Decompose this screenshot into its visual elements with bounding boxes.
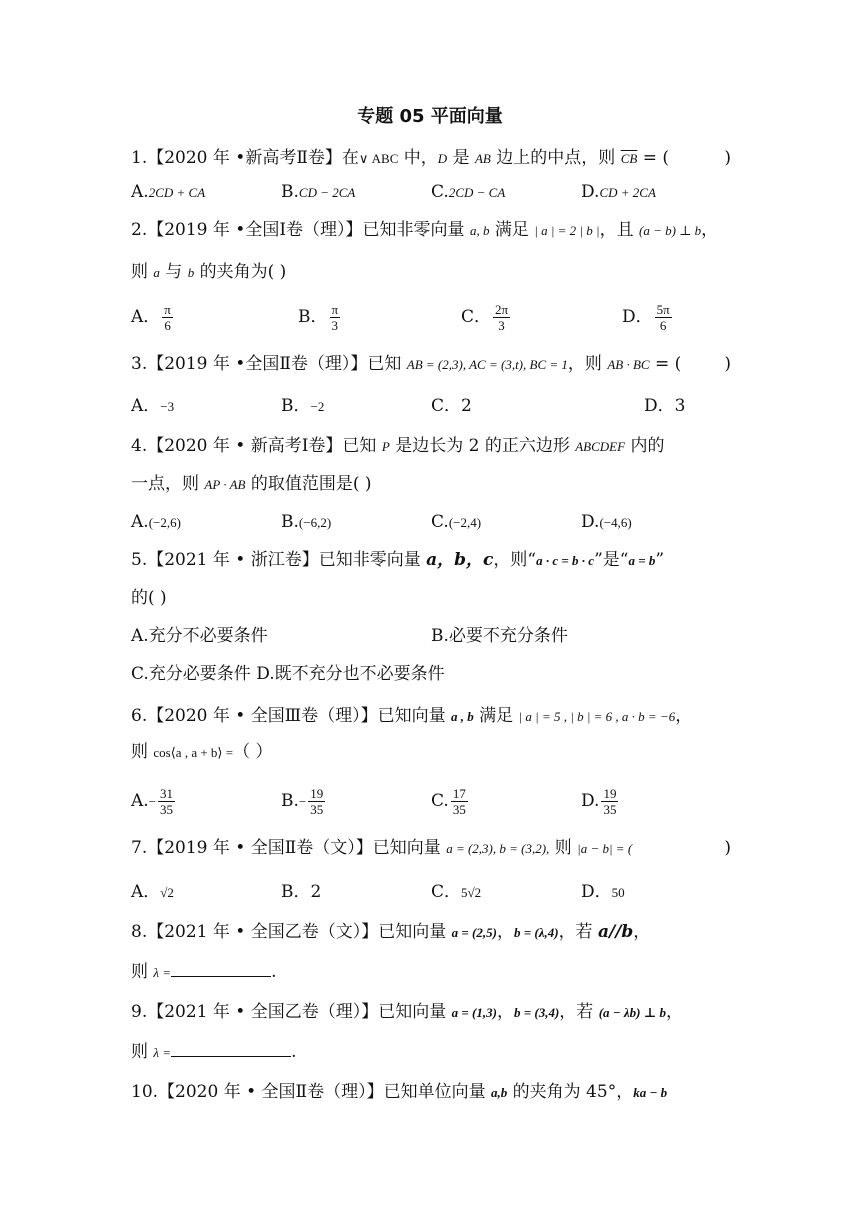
option-label: D． [622,307,653,327]
q1-text: = ( [637,148,669,168]
q1-vector-cb: $\overline{CB}$ [620,151,638,166]
option-value: CD + 2CA [599,185,656,200]
q8-text: . [271,962,277,982]
q5-option-a: A.充分不必要条件 [131,626,268,646]
question-9-stem [131,1000,683,1025]
denominator: 3 [331,318,339,333]
option-label: A． [131,882,161,902]
option-label: B． [281,396,311,416]
option-label: A. [131,512,149,532]
numerator: 17 [452,786,466,801]
fraction [308,786,325,817]
fraction [158,786,175,817]
q3-option-b [281,394,324,419]
option-sign: − [298,794,307,809]
q7-option-c [431,880,481,905]
option-value: −2 [310,399,325,414]
q4-expression: AP · AB [204,477,246,492]
q9-vector-b: b = (3,4) [513,1005,560,1020]
option-label: C． [461,307,492,327]
question-7-stem [131,836,731,861]
option-label: B． [281,882,311,902]
question-6-stem [131,704,692,729]
question-5-stem [131,548,664,573]
q5-options-c-d: C.充分必要条件 D.既不充分也不必要条件 [131,664,445,684]
q4-text: 4.【2020 年 • 新高考Ⅰ卷】已知 [131,436,382,456]
q5-text: 5.【2021 年 • 浙江卷】已知非零向量 [131,550,427,570]
option-label: A． [131,307,161,327]
q9-condition: (a − λb) ⊥ b [598,1005,666,1020]
q6-text: 6.【2020 年 • 全国Ⅲ卷（理）】已知向量 [131,706,452,726]
denominator: 35 [452,802,466,817]
numerator: 2π [495,302,509,317]
q9-text: 9.【2021 年 • 全国乙卷（理）】已知向量 [131,1002,452,1022]
q8-text: ， [496,922,514,942]
numerator: π [331,302,339,317]
q5-condition-1: a · c = b · c [536,553,595,568]
q2-vector-b: b [187,265,195,280]
numerator: 31 [160,786,174,801]
q7-option-b [281,880,321,904]
q3-expression: AB · BC [607,357,650,372]
q7-close-paren: ) [724,838,731,858]
option-label: D． [581,882,612,902]
question-8-stem-line-2 [131,960,276,985]
fraction [330,302,341,333]
q10-vectors: a,b [491,1085,508,1100]
q2-text: 的夹角为( ) [194,262,287,282]
q6-option-b [281,786,327,817]
question-6-stem-line-2 [131,740,273,765]
option-value: 3 [674,396,686,416]
q3-option-d [644,394,685,418]
q8-condition: a//b [597,922,634,942]
option-value: √2 [160,885,174,900]
fraction [451,786,468,817]
q8-vector-b: b = (λ,4) [513,925,559,940]
q6-option-c [431,786,470,817]
q2-text: 满足 [489,220,535,240]
q6-text: ， [675,706,693,726]
q6-option-d [581,786,620,817]
q9-lambda: λ = [153,1045,172,1060]
question-1-stem [131,146,731,171]
q5-text: ” [655,550,665,570]
option-label: A. [131,791,149,811]
q10-expression: ka − b [633,1085,668,1100]
option-value: −3 [160,399,175,414]
q2-text: 2.【2019 年 •全国Ⅰ卷（理）】已知非零向量 [131,220,470,240]
q8-lambda: λ = [153,965,172,980]
numerator: 19 [310,786,324,801]
option-label: A． [131,396,161,416]
q10-text: 的夹角为 45°， [507,1082,634,1102]
option-value: 2 [310,882,322,902]
option-value: 5√2 [461,885,482,900]
denominator: 6 [164,318,171,333]
q5-vectors: a，b，c [426,550,494,570]
q4-option-c [431,510,481,535]
q10-text: 10.【2020 年 • 全国Ⅱ卷（理）】已知单位向量 [131,1082,491,1102]
q9-text: ， [496,1002,514,1022]
q4-text: 是边长为 2 的正六边形 [389,436,576,456]
q7-condition: a = (2,3), b = (3,2), [446,841,550,856]
q6-condition: | a | = 5 , | b | = 6 , a · b = −6 [518,709,676,724]
numerator: π [164,302,171,317]
q9-text: . [291,1042,297,1062]
fraction [655,302,672,333]
q8-text: 则 [131,962,154,982]
question-2-stem-line-2 [131,260,286,285]
q4-text: 内的 [625,436,665,456]
q7-text: 7.【2019 年 • 全国Ⅱ卷（文）】已知向量 [131,838,447,858]
q1-text: 边上的中点，则 [490,148,621,168]
q3-text: = ( [649,354,682,374]
option-label: D. [581,182,600,202]
option-label: C. [431,182,449,202]
option-label: B. [281,512,299,532]
q6-text: （ ） [233,742,273,762]
option-label: A. [131,182,149,202]
q6-text: 满足 [473,706,519,726]
q2-condition-1: | a | = 2 | b | [534,223,600,238]
q7-option-d [581,880,625,905]
question-10-stem [131,1080,667,1105]
question-4-stem-line-2 [131,472,372,497]
option-value: (−2,6) [148,515,181,530]
option-label: C． [431,396,462,416]
question-5-stem-line-2: 的( ) [131,588,167,608]
q5-text: ”是“ [594,550,629,570]
q8-text: 8.【2021 年 • 全国乙卷（文）】已知向量 [131,922,452,942]
q9-text: ， [666,1002,683,1022]
q4-text: 一点，则 [131,474,205,494]
denominator: 35 [603,802,617,817]
option-value: (−6,2) [298,515,332,530]
question-4-stem [131,434,664,459]
q1-text: 1.【2020 年 •新高考Ⅱ卷】在 [131,148,359,168]
option-label: B. [281,182,299,202]
q5-option-b: B.必要不充分条件 [431,626,568,646]
q2-vectors: a, b [469,223,490,238]
q2-option-b [298,302,342,333]
q9-answer-blank[interactable] [171,1056,291,1057]
q2-option-d [622,302,674,333]
option-value: 2 [461,396,472,416]
q1-triangle: ∨ ABC [358,151,399,166]
q9-vector-a: a = (1,3) [451,1005,497,1020]
q3-option-a [131,394,174,419]
option-label: C． [431,882,462,902]
q4-option-a [131,510,181,535]
question-2-stem [131,218,718,243]
option-label: C. [431,512,449,532]
q6-vectors: a , b [451,709,474,724]
q2-option-c [461,302,512,333]
option-label: C. [431,791,449,811]
q3-close-paren: ) [724,354,731,374]
denominator: 35 [310,802,324,817]
q7-text: 则 [549,838,578,858]
denominator: 6 [659,318,667,333]
q1-option-b [281,180,355,205]
option-label: D. [581,512,600,532]
option-sign: − [148,794,157,809]
option-label: D． [644,396,675,416]
q9-text: 则 [131,1042,154,1062]
option-value: 2CD + CA [148,185,206,200]
numerator: 5π [656,302,670,317]
q6-option-a [131,786,177,817]
option-value: 2CD − CA [448,185,506,200]
q3-condition: AB = (2,3), AC = (3,t), BC = 1 [406,357,568,372]
question-3-stem [131,352,731,377]
q2-text: 与 [159,262,188,282]
q2-option-a [131,302,175,333]
q6-text: 则 [131,742,154,762]
q2-text: ，且 [599,220,639,240]
q1-option-c [431,180,505,205]
q8-vector-a: a = (2,5) [451,925,497,940]
q1-point-d: D [437,151,448,166]
q2-vector-a: a [153,265,160,280]
q1-close-paren: ) [724,148,731,168]
denominator: 3 [498,318,505,333]
page-title: 专题 05 平面向量 [357,106,503,127]
q4-hexagon: ABCDEF [575,439,626,454]
q5-condition-2: a = b [628,553,656,568]
q5-text: ，则“ [493,550,537,570]
q3-text: 3.【2019 年 •全国Ⅱ卷（理）】已知 [131,354,407,374]
q2-text: ， [701,220,719,240]
q3-text: ，则 [567,354,608,374]
option-value: (−2,4) [448,515,482,530]
option-label: D. [581,791,600,811]
q2-text: 则 [131,262,154,282]
q1-segment-ab: AB [474,151,491,166]
fraction [493,302,510,333]
q4-option-d [581,510,632,535]
q9-text: ，若 [559,1002,599,1022]
option-value: (−4,6) [599,515,632,530]
numerator: 19 [603,786,617,801]
q8-text: ，若 [558,922,598,942]
question-9-stem-line-2 [131,1040,296,1065]
fraction [162,302,173,333]
q4-point-p: P [381,439,390,454]
q1-text: 是 [447,148,475,168]
option-label: B． [298,307,328,327]
q2-condition-2: (a − b) ⊥ b [638,223,702,238]
q1-text: 中， [398,148,438,168]
fraction [601,786,618,817]
q1-option-d [581,180,656,205]
question-8-stem [131,920,650,945]
option-value: CD − 2CA [298,185,356,200]
q3-option-c [431,394,472,418]
q6-expression: cos⟨a , a + b⟩ = [153,745,234,760]
q7-option-a [131,880,174,905]
option-label: B. [281,791,299,811]
q8-text: ， [633,922,651,942]
option-value: 50 [611,885,625,900]
q1-option-a [131,180,205,205]
q4-option-b [281,510,331,535]
q7-expression: |a − b| = ( [577,841,633,856]
q4-text: 的取值范围是( ) [245,474,372,494]
q8-answer-blank[interactable] [171,976,271,977]
denominator: 35 [160,802,174,817]
